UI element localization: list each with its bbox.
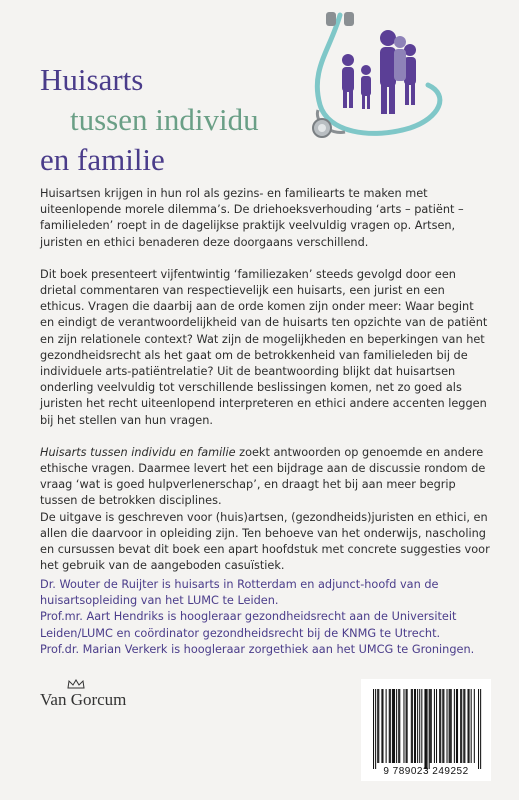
- barcode-bar: [450, 689, 451, 763]
- stethoscope-family-icon: [300, 10, 460, 145]
- barcode-bar: [456, 689, 457, 763]
- barcode-bar: [373, 689, 374, 769]
- barcode-bar: [442, 689, 443, 763]
- barcode-bar: [440, 689, 441, 763]
- barcode-bar: [463, 689, 464, 763]
- barcode-bar: [406, 689, 407, 763]
- barcode-bar: [436, 689, 437, 763]
- barcode-bar: [389, 689, 390, 763]
- barcode-bar: [392, 689, 393, 763]
- barcode-bar: [457, 689, 458, 763]
- title-block: [40, 60, 259, 180]
- barcode-bar: [403, 689, 404, 763]
- barcode-bar: [480, 689, 481, 769]
- author-line: Prof.dr. Marian Verkerk is hoogleraar zorgethiek aan het UMCG te Groningen.: [40, 642, 475, 656]
- barcode-bar: [396, 689, 397, 763]
- barcode-bar: [378, 689, 379, 763]
- barcode-bar: [407, 689, 408, 763]
- title-line-3: en familie: [40, 142, 165, 177]
- paragraph-goal-rest: zoekt antwoorden op genoemde en andere ethische vragen. Daarmee levert het een bijdrage aan de discussie rondom de vraag ‘wat is goed hulpverlenerschap’, en draagt het bij aan meer begrip tussen de betrokken disciplines.: [40, 445, 486, 508]
- barcode-bar: [431, 689, 432, 763]
- barcode-bar: [447, 689, 448, 763]
- publisher-name: Van Gorcum: [40, 690, 127, 709]
- barcode-digits: 9 789023 249252: [383, 766, 469, 777]
- barcode-bar: [439, 689, 440, 763]
- barcode-bar: [398, 689, 399, 763]
- barcode-bar: [478, 689, 479, 769]
- barcode-bar: [399, 689, 400, 763]
- paragraph-intro: Huisartsen krijgen in hun rol als gezins- en familiearts te maken met uiteenlopende morele dilemma’s. De driehoeksverhouding ‘arts – patiënt – familieleden’ roept in de dagelijkse praktijk veelvuldig vragen op. Artsen, juristen en ethici benaderen deze doorgaans verschillend.: [40, 187, 464, 249]
- paragraph-content: Dit boek presenteert vijfentwintig ‘familiezaken’ steeds gevolgd door een drietal commentaren van respectievelijk een huisarts, een jurist en een ethicus. Vragen die daarbij aan de orde komen zijn onder meer: Waar begint en eindigt de verantwoordelijkheid van de huisarts ten opzichte van de patiënt en zijn relationele context? Wat zijn de mogelijkheden en beperkingen van het gezondheidsrecht als het gaat om de betrokkenheid van familieleden bij de individuele arts-patiëntrelatie? Uit de beantwoording blijkt dat huisartsen onderling veelvuldig tot verschillende beslissingen komen, net zo goed als juristen het recht uiteenlopend interpreteren en ethici andere accenten leggen bij het stellen van hun vragen.: [40, 267, 488, 427]
- barcode-bar: [427, 689, 428, 769]
- barcode-bar: [375, 689, 376, 769]
- paragraph-goal: [40, 445, 490, 510]
- barcode-bar: [386, 689, 387, 763]
- barcode-bar: [412, 689, 413, 763]
- barcode-bar: [469, 689, 470, 763]
- barcode-bar: [381, 689, 382, 763]
- barcode-bar: [426, 689, 427, 769]
- barcode-bar: [424, 689, 425, 769]
- crown-icon: [67, 679, 85, 689]
- barcode-bar: [434, 689, 435, 763]
- barcode-bar: [454, 689, 455, 763]
- author-line: Prof.mr. Aart Hendriks is hoogleraar gezondheidsrecht aan de Universiteit: [40, 610, 457, 624]
- barcode-bar: [414, 689, 415, 763]
- barcode-bar: [451, 689, 452, 763]
- barcode-bar: [394, 689, 395, 763]
- barcode: [361, 679, 491, 781]
- barcode-bar: [468, 689, 469, 763]
- barcode-bar: [415, 689, 416, 763]
- author-line: Dr. Wouter de Ruijter is huisarts in Rotterdam en adjunct-hoofd van de: [40, 578, 439, 591]
- publisher-logo: [40, 690, 126, 710]
- barcode-bar: [429, 689, 430, 769]
- barcode-bar: [417, 689, 418, 763]
- barcode-bar: [377, 689, 378, 763]
- barcode-bar: [411, 689, 412, 763]
- barcode-bar: [471, 689, 472, 763]
- barcode-bar: [464, 689, 465, 763]
- barcode-bar: [461, 689, 462, 763]
- author-list: [40, 577, 500, 658]
- barcode-bar: [390, 689, 391, 763]
- barcode-bar: [393, 689, 394, 763]
- barcode-bar: [419, 689, 420, 763]
- back-cover-text: [40, 186, 490, 574]
- barcode-bar: [474, 689, 475, 763]
- paragraph-audience: De uitgave is geschreven voor (huis)artsen, (gezondheids)juristen en ethici, en allen die daarvoor in opleiding zijn. Ten behoeve van het onderwijs, nascholing en cursussen bevat dit boek een apart hoofdstuk met concrete suggesties voor het gebruik van de aangeboden casuïstiek.: [40, 510, 490, 573]
- barcode-bar: [449, 689, 450, 763]
- barcode-bar: [443, 689, 444, 763]
- barcode-bar: [460, 689, 461, 763]
- barcode-bar: [430, 689, 431, 763]
- author-line: Leiden/LUMC en coördinator gezondheidsrecht bij de KNMG te Utrecht.: [40, 626, 441, 640]
- title-line-2: tussen individu: [70, 102, 259, 137]
- barcode-bar: [421, 689, 422, 763]
- title-line-1: Huisarts: [40, 62, 144, 97]
- book-title-italic: Huisarts tussen individu en familie: [40, 445, 236, 459]
- author-line: huisartsopleiding van het LUMC te Leiden.: [40, 594, 279, 608]
- barcode-bar: [382, 689, 383, 763]
